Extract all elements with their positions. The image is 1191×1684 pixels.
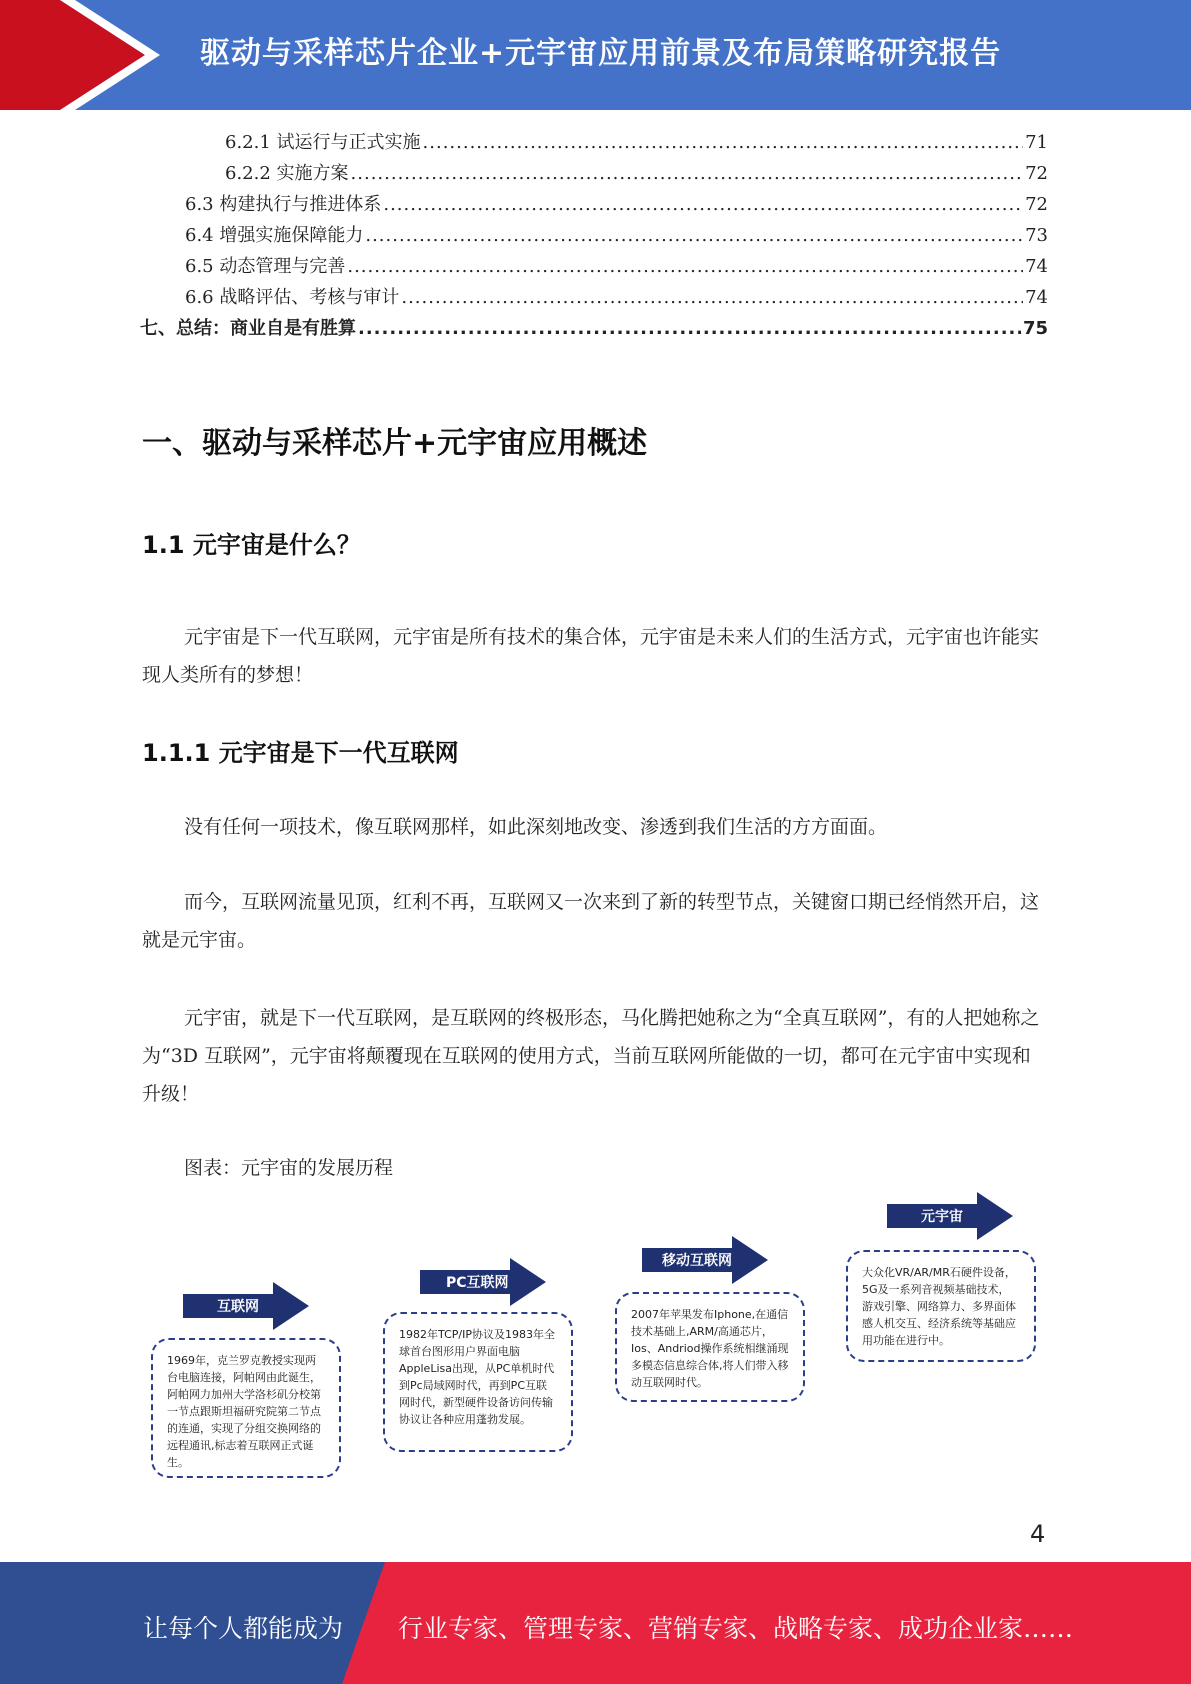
toc-entry-page: 71 bbox=[1025, 132, 1048, 153]
toc-entry-label: 6.6 战略评估、考核与审计 bbox=[185, 287, 400, 308]
toc-entry[interactable] bbox=[140, 128, 1048, 159]
toc-entry[interactable] bbox=[140, 252, 1048, 283]
toc-entry-page: 74 bbox=[1025, 287, 1048, 308]
body-paragraph: 没有任何一项技术，像互联网那样，如此深刻地改变、渗透到我们生活的方方面面。 bbox=[184, 816, 888, 838]
stage-arrow bbox=[183, 1282, 309, 1330]
stage-label: 移动互联网 bbox=[662, 1253, 732, 1269]
toc-entry[interactable] bbox=[140, 283, 1048, 314]
subsection-heading: 1.1.1 元宇宙是下一代互联网 bbox=[142, 739, 459, 767]
stage-description: 1982年TCP/IP协议及1983年全球首台图形用户界面电脑AppleLisa出现，从PC单机时代到Pc局域网时代，再到PC互联网时代，新型硬件设备访问传输协议让各种应用蓬勃发展。 bbox=[383, 1312, 573, 1452]
header-red-chevron bbox=[0, 0, 160, 110]
toc-entry-page: 74 bbox=[1025, 256, 1048, 277]
stage-arrow bbox=[887, 1192, 1013, 1240]
toc-leader bbox=[347, 256, 1023, 277]
toc-entry-label: 6.2.1 试运行与正式实施 bbox=[225, 132, 421, 153]
page-header bbox=[0, 0, 1191, 110]
body-paragraph: 元宇宙是下一代互联网，元宇宙是所有技术的集合体，元宇宙是未来人们的生活方式，元宇宙也许能实现人类所有的梦想！ bbox=[142, 626, 1040, 686]
stage-description: 2007年苹果发布Iphone,在通信技术基础上,ARM/高通芯片，Ios、Andriod操作系统相继涌现多模态信息综合体,将人们带入移动互联网时代。 bbox=[615, 1292, 805, 1402]
toc-entry-chapter[interactable] bbox=[140, 314, 1048, 345]
body-paragraph: 元宇宙，就是下一代互联网，是互联网的终极形态，马化腾把她称之为“全真互联网”，有的人把她称之为“3D 互联网”，元宇宙将颠覆现在互联网的使用方式，当前互联网所能做的一切，都可在元宇宙中实现和升级！ bbox=[142, 1007, 1040, 1105]
toc-entry-label: 6.4 增强实施保障能力 bbox=[185, 225, 364, 246]
toc-entry-label: 6.3 构建执行与推进体系 bbox=[185, 194, 382, 215]
toc-entry-page: 73 bbox=[1025, 225, 1048, 246]
toc-entry-page: 72 bbox=[1025, 163, 1048, 184]
table-of-contents bbox=[140, 128, 1048, 345]
toc-entry-label: 七、总结：商业自是有胜算 bbox=[140, 318, 356, 339]
section-heading: 1.1 元宇宙是什么？ bbox=[142, 531, 361, 559]
stage-label: 互联网 bbox=[217, 1299, 259, 1315]
body-paragraph: 而今，互联网流量见顶，红利不再，互联网又一次来到了新的转型节点，关键窗口期已经悄然开启，这就是元宇宙。 bbox=[142, 891, 1040, 951]
toc-entry[interactable] bbox=[140, 190, 1048, 221]
page-footer bbox=[0, 1562, 1191, 1684]
toc-leader bbox=[365, 225, 1023, 246]
toc-leader bbox=[423, 132, 1024, 153]
stage-description: 大众化VR/AR/MR石硬件设备，5G及一系列音视频基础技术，游戏引擎、网络算力、多界面体感人机交互、经济系统等基础应用功能在进行中。 bbox=[846, 1250, 1036, 1362]
toc-leader bbox=[401, 287, 1023, 308]
toc-entry-page: 72 bbox=[1025, 194, 1048, 215]
chapter-heading: 一、驱动与采样芯片+元宇宙应用概述 bbox=[142, 426, 648, 461]
page-number: 4 bbox=[1030, 1520, 1046, 1548]
toc-entry-label: 6.5 动态管理与完善 bbox=[185, 256, 346, 277]
toc-entry-label: 6.2.2 实施方案 bbox=[225, 163, 349, 184]
figure-caption: 图表：元宇宙的发展历程 bbox=[184, 1157, 394, 1179]
stage-label: PC互联网 bbox=[446, 1275, 509, 1291]
toc-leader bbox=[351, 163, 1024, 184]
report-title: 驱动与采样芯片企业+元宇宙应用前景及布局策略研究报告 bbox=[200, 36, 1002, 71]
footer-slogan-right: 行业专家、管理专家、营销专家、战略专家、成功企业家…… bbox=[398, 1614, 1074, 1643]
toc-entry[interactable] bbox=[140, 159, 1048, 190]
toc-leader bbox=[383, 194, 1023, 215]
footer-slogan-left: 让每个人都能成为 bbox=[143, 1614, 344, 1643]
stage-label: 元宇宙 bbox=[921, 1209, 963, 1225]
stage-description: 1969年，克兰罗克教授实现两台电脑连接，阿帕网由此诞生，阿帕网力加州大学洛杉矶分校第一节点跟斯坦福研究院第二节点的连通，实现了分组交换网络的远程通讯,标志着互联网正式诞生。 bbox=[151, 1338, 341, 1478]
toc-leader bbox=[358, 318, 1021, 339]
toc-entry-page: 75 bbox=[1022, 318, 1048, 339]
stage-arrow bbox=[420, 1258, 546, 1306]
metaverse-timeline-figure bbox=[140, 1190, 1052, 1480]
toc-entry[interactable] bbox=[140, 221, 1048, 252]
stage-arrow bbox=[642, 1236, 768, 1284]
